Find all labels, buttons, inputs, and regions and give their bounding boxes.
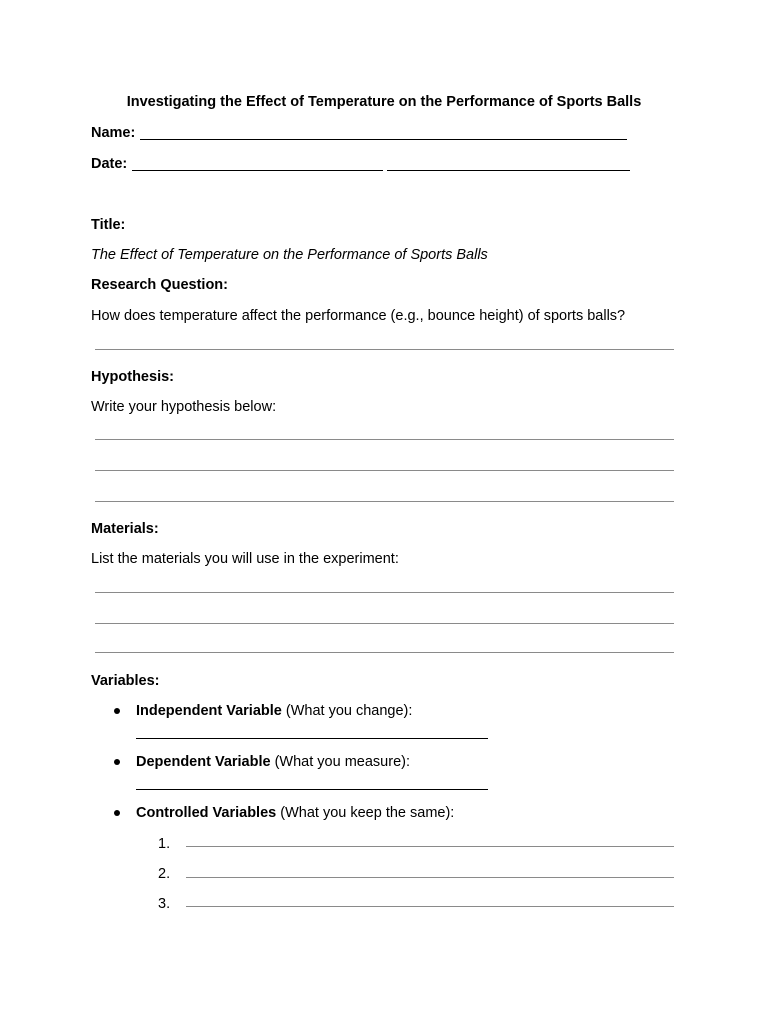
controlled-number-2: 2. bbox=[158, 866, 171, 882]
independent-variable-item bbox=[136, 702, 412, 720]
controlled-number-1: 1. bbox=[158, 836, 171, 852]
materials-line-1[interactable] bbox=[95, 592, 674, 593]
name-field[interactable] bbox=[140, 139, 627, 140]
controlled-variable-line-1[interactable] bbox=[186, 846, 674, 847]
dependent-variable-item bbox=[136, 753, 410, 771]
independent-variable-label: Independent Variable bbox=[136, 703, 282, 719]
variables-heading: Variables: bbox=[91, 673, 160, 689]
worksheet-title: Investigating the Effect of Temperature on the Performance of Sports Balls bbox=[126, 94, 642, 110]
independent-variable-hint: (What you change): bbox=[281, 703, 413, 719]
research-question-heading: Research Question: bbox=[91, 277, 228, 293]
dependent-variable-hint: (What you measure): bbox=[270, 754, 410, 770]
title-heading: Title: bbox=[91, 217, 126, 233]
controlled-variable-line-2[interactable] bbox=[186, 877, 674, 878]
research-question-answer-line[interactable] bbox=[95, 349, 674, 350]
materials-prompt: List the materials you will use in the experiment: bbox=[91, 551, 399, 567]
materials-line-3[interactable] bbox=[95, 652, 674, 653]
controlled-variables-item bbox=[136, 804, 454, 822]
controlled-number-3: 3. bbox=[158, 896, 171, 912]
hypothesis-line-1[interactable] bbox=[95, 439, 674, 440]
dependent-variable-label: Dependent Variable bbox=[136, 754, 271, 770]
dependent-variable-field[interactable] bbox=[136, 789, 488, 790]
hypothesis-line-3[interactable] bbox=[95, 501, 674, 502]
hypothesis-heading: Hypothesis: bbox=[91, 369, 174, 385]
name-label: Name: bbox=[91, 125, 136, 141]
date-label: Date: bbox=[91, 156, 128, 172]
date-field-part-1[interactable] bbox=[132, 170, 383, 171]
materials-heading: Materials: bbox=[91, 521, 159, 537]
research-question-text: How does temperature affect the performance (e.g., bounce height) of sports balls? bbox=[91, 308, 626, 324]
hypothesis-line-2[interactable] bbox=[95, 470, 674, 471]
date-field-part-2[interactable] bbox=[387, 170, 630, 171]
controlled-variables-hint: (What you keep the same): bbox=[276, 805, 455, 821]
bullet-icon bbox=[114, 708, 120, 714]
hypothesis-prompt: Write your hypothesis below: bbox=[91, 399, 277, 415]
controlled-variables-label: Controlled Variables bbox=[136, 805, 277, 821]
controlled-variable-line-3[interactable] bbox=[186, 906, 674, 907]
experiment-title-text: The Effect of Temperature on the Performance of Sports Balls bbox=[91, 247, 488, 263]
independent-variable-field[interactable] bbox=[136, 738, 488, 739]
materials-line-2[interactable] bbox=[95, 623, 674, 624]
bullet-icon bbox=[114, 759, 120, 765]
bullet-icon bbox=[114, 810, 120, 816]
